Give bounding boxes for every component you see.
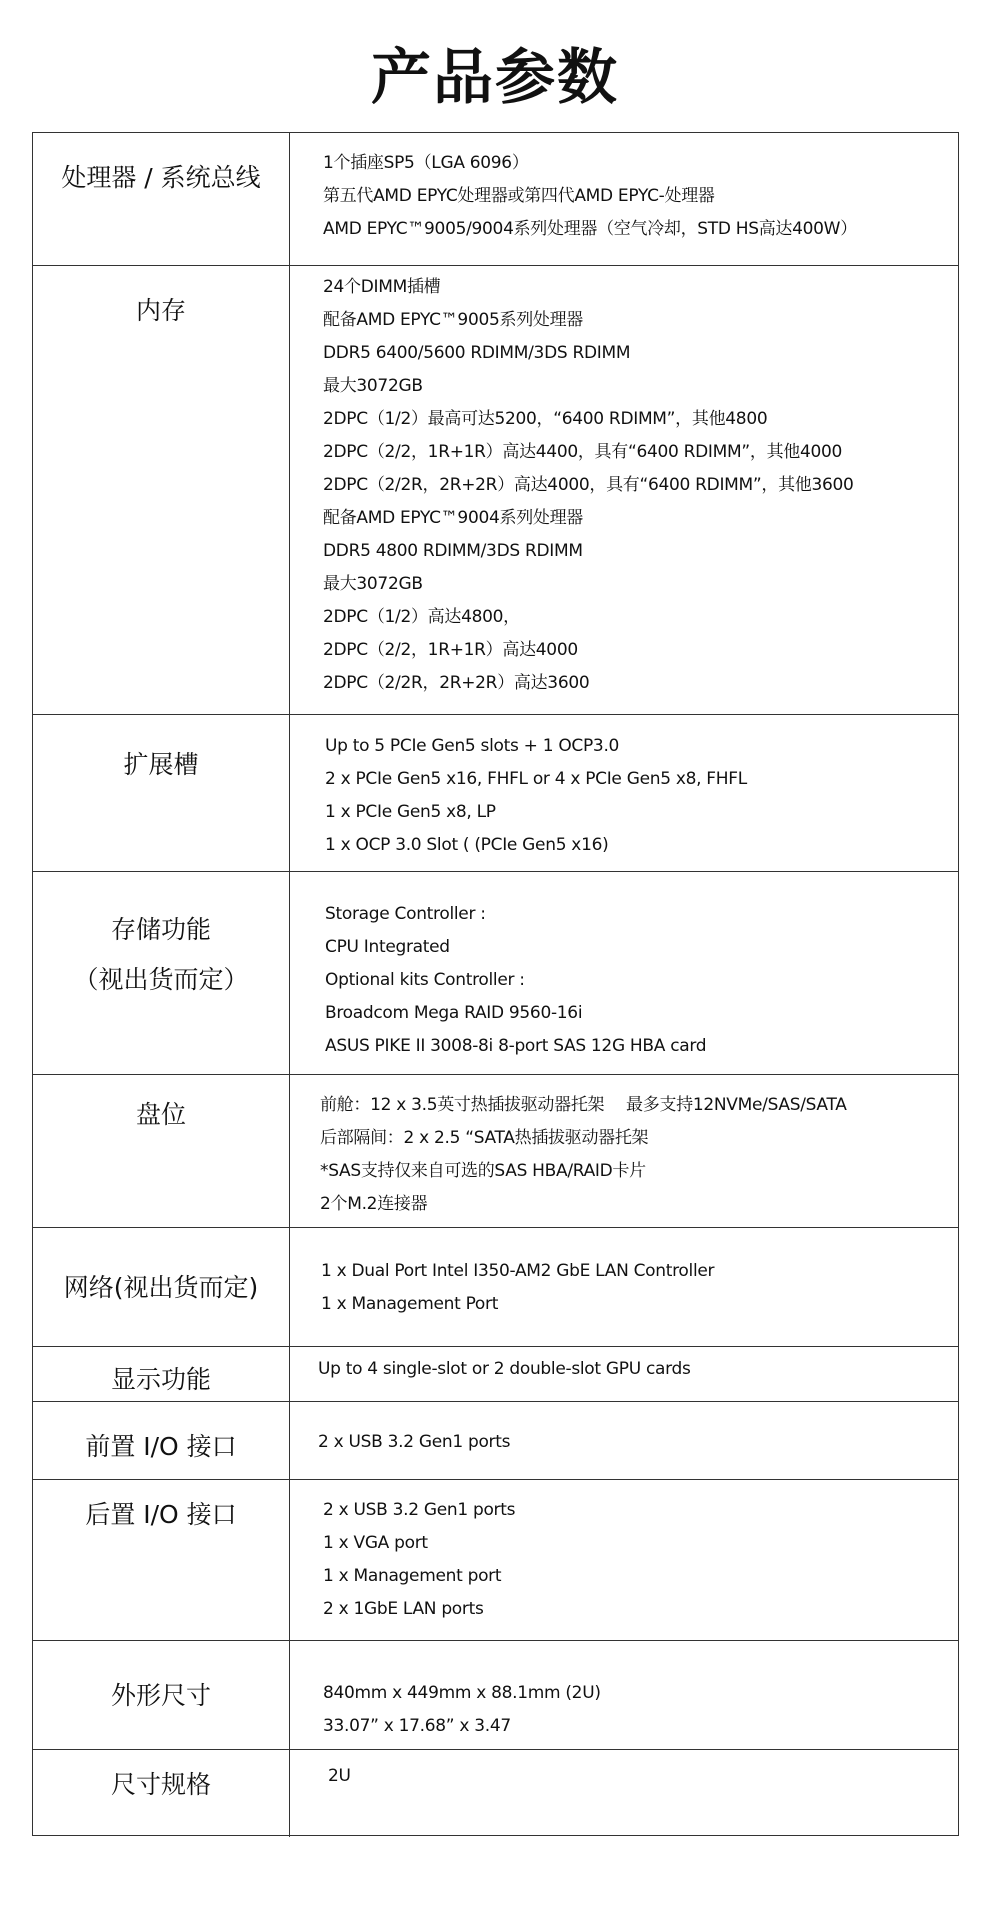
spec-value-line: 最大3072GB bbox=[323, 574, 423, 594]
spec-value-line: Up to 4 single-slot or 2 double-slot GPU cards bbox=[318, 1359, 691, 1379]
spec-value-line: 配备AMD EPYC™9004系列处理器 bbox=[323, 508, 583, 528]
spec-value-line: Broadcom Mega RAID 9560-16i bbox=[325, 1003, 583, 1023]
column-divider bbox=[289, 1480, 290, 1640]
spec-value-line: 2DPC（1/2）高达4800， bbox=[323, 607, 520, 627]
spec-value-line: Up to 5 PCIe Gen5 slots + 1 OCP3.0 bbox=[325, 736, 620, 756]
spec-value-line: CPU Integrated bbox=[325, 937, 450, 957]
spec-value-line: 前舱：12 x 3.5英寸热插拔驱动器托架 最多支持12NVMe/SAS/SATA bbox=[320, 1095, 847, 1115]
spec-value-line: 后部隔间：2 x 2.5 “SATA热插拔驱动器托架 bbox=[320, 1128, 649, 1148]
spec-values bbox=[323, 147, 857, 246]
spec-value-line: 2DPC（2/2R，2R+2R）高达3600 bbox=[323, 673, 590, 693]
spec-table bbox=[32, 132, 959, 1836]
spec-values bbox=[320, 1089, 847, 1221]
spec-row bbox=[33, 714, 958, 871]
spec-row bbox=[33, 1074, 958, 1227]
column-divider bbox=[289, 872, 290, 1074]
page-title: 产品参数 bbox=[371, 43, 619, 113]
spec-label-line: 扩展槽 bbox=[123, 750, 199, 779]
spec-values bbox=[323, 271, 854, 700]
spec-row bbox=[33, 1749, 958, 1837]
column-divider bbox=[289, 715, 290, 871]
spec-label-line: 尺寸规格 bbox=[110, 1770, 211, 1799]
spec-label-line: 存储功能 bbox=[110, 915, 211, 944]
spec-value-line: *SAS支持仅来自可选的SAS HBA/RAID卡片 bbox=[320, 1161, 646, 1181]
spec-value-line: DDR5 4800 RDIMM/3DS RDIMM bbox=[323, 541, 583, 561]
column-divider bbox=[289, 266, 290, 714]
spec-label bbox=[33, 1760, 289, 1810]
spec-label bbox=[33, 1355, 289, 1405]
spec-value-line: DDR5 6400/5600 RDIMM/3DS RDIMM bbox=[323, 343, 631, 363]
spec-row bbox=[33, 1401, 958, 1479]
spec-value-line: 33.07” x 17.68” x 3.47 bbox=[323, 1716, 511, 1736]
spec-value-line: 1 x OCP 3.0 Slot ( (PCIe Gen5 x16) bbox=[325, 835, 609, 855]
spec-value-line: 1 x Dual Port Intel I350-AM2 GbE LAN Controller bbox=[321, 1261, 715, 1281]
spec-values bbox=[325, 730, 747, 862]
spec-row bbox=[33, 133, 958, 265]
spec-row bbox=[33, 1640, 958, 1749]
spec-label-line: （视出货而定） bbox=[73, 965, 249, 994]
spec-label bbox=[33, 286, 289, 336]
spec-value-line: 2 x PCIe Gen5 x16, FHFL or 4 x PCIe Gen5 x8, FHFL bbox=[325, 769, 747, 789]
spec-value-line: 配备AMD EPYC™9005系列处理器 bbox=[323, 310, 583, 330]
spec-label-line: 后置 I/O 接口 bbox=[85, 1500, 237, 1529]
spec-value-line: Optional kits Controller : bbox=[325, 970, 525, 990]
spec-label-line: 网络(视出货而定) bbox=[63, 1273, 259, 1302]
spec-row bbox=[33, 265, 958, 714]
spec-values bbox=[325, 898, 706, 1063]
column-divider bbox=[289, 1750, 290, 1837]
spec-value-line: AMD EPYC™9005/9004系列处理器（空气冷却，STD HS高达400W） bbox=[323, 219, 857, 239]
spec-label bbox=[33, 1422, 289, 1472]
spec-value-line: 2 x USB 3.2 Gen1 ports bbox=[318, 1432, 511, 1452]
spec-label-line: 处理器 / 系统总线 bbox=[61, 163, 261, 192]
spec-values bbox=[328, 1760, 351, 1793]
column-divider bbox=[289, 1402, 290, 1479]
spec-label bbox=[33, 1263, 289, 1313]
spec-value-line: 24个DIMM插槽 bbox=[323, 277, 441, 297]
spec-values bbox=[323, 1494, 515, 1626]
column-divider bbox=[289, 1347, 290, 1401]
spec-value-line: 1 x Management Port bbox=[321, 1294, 499, 1314]
spec-value-line: 1 x Management port bbox=[323, 1566, 502, 1586]
spec-row bbox=[33, 1346, 958, 1401]
spec-value-line: 2DPC（2/2R，2R+2R）高达4000，具有“6400 RDIMM”，其他3600 bbox=[323, 475, 854, 495]
spec-label bbox=[33, 153, 289, 203]
spec-label bbox=[33, 905, 289, 1005]
spec-values bbox=[318, 1426, 510, 1459]
column-divider bbox=[289, 133, 290, 265]
spec-label-line: 显示功能 bbox=[110, 1365, 211, 1394]
spec-value-line: 2DPC（2/2，1R+1R）高达4400，具有“6400 RDIMM”，其他4000 bbox=[323, 442, 843, 462]
spec-value-line: 1个插座SP5（LGA 6096） bbox=[323, 153, 529, 173]
spec-row bbox=[33, 1479, 958, 1640]
spec-label bbox=[33, 1090, 289, 1140]
spec-value-line: 2 x USB 3.2 Gen1 ports bbox=[323, 1500, 516, 1520]
column-divider bbox=[289, 1075, 290, 1227]
spec-value-line: ASUS PIKE II 3008-8i 8-port SAS 12G HBA card bbox=[325, 1036, 707, 1056]
spec-value-line: 2U bbox=[328, 1766, 351, 1786]
spec-label-line: 盘位 bbox=[135, 1100, 186, 1129]
spec-label bbox=[33, 1490, 289, 1540]
spec-value-line: 1 x VGA port bbox=[323, 1533, 428, 1553]
spec-label bbox=[33, 1671, 289, 1721]
spec-value-line: 最大3072GB bbox=[323, 376, 423, 396]
spec-value-line: 2DPC（1/2）最高可达5200，“6400 RDIMM”，其他4800 bbox=[323, 409, 768, 429]
spec-values bbox=[321, 1255, 714, 1321]
spec-value-line: 840mm x 449mm x 88.1mm (2U) bbox=[323, 1683, 601, 1703]
spec-row bbox=[33, 871, 958, 1074]
column-divider bbox=[289, 1641, 290, 1749]
spec-value-line: 第五代AMD EPYC处理器或第四代AMD EPYC-处理器 bbox=[323, 186, 715, 206]
spec-label bbox=[33, 740, 289, 790]
spec-value-line: 2DPC（2/2，1R+1R）高达4000 bbox=[323, 640, 578, 660]
spec-row bbox=[33, 1227, 958, 1346]
spec-value-line: 2个M.2连接器 bbox=[320, 1194, 428, 1214]
spec-values bbox=[318, 1353, 691, 1386]
spec-value-line: 1 x PCIe Gen5 x8, LP bbox=[325, 802, 496, 822]
spec-label-line: 前置 I/O 接口 bbox=[85, 1432, 237, 1461]
spec-values bbox=[323, 1677, 601, 1743]
spec-value-line: 2 x 1GbE LAN ports bbox=[323, 1599, 484, 1619]
spec-label-line: 内存 bbox=[135, 296, 186, 325]
column-divider bbox=[289, 1228, 290, 1346]
spec-value-line: Storage Controller : bbox=[325, 904, 486, 924]
spec-label-line: 外形尺寸 bbox=[110, 1681, 211, 1710]
